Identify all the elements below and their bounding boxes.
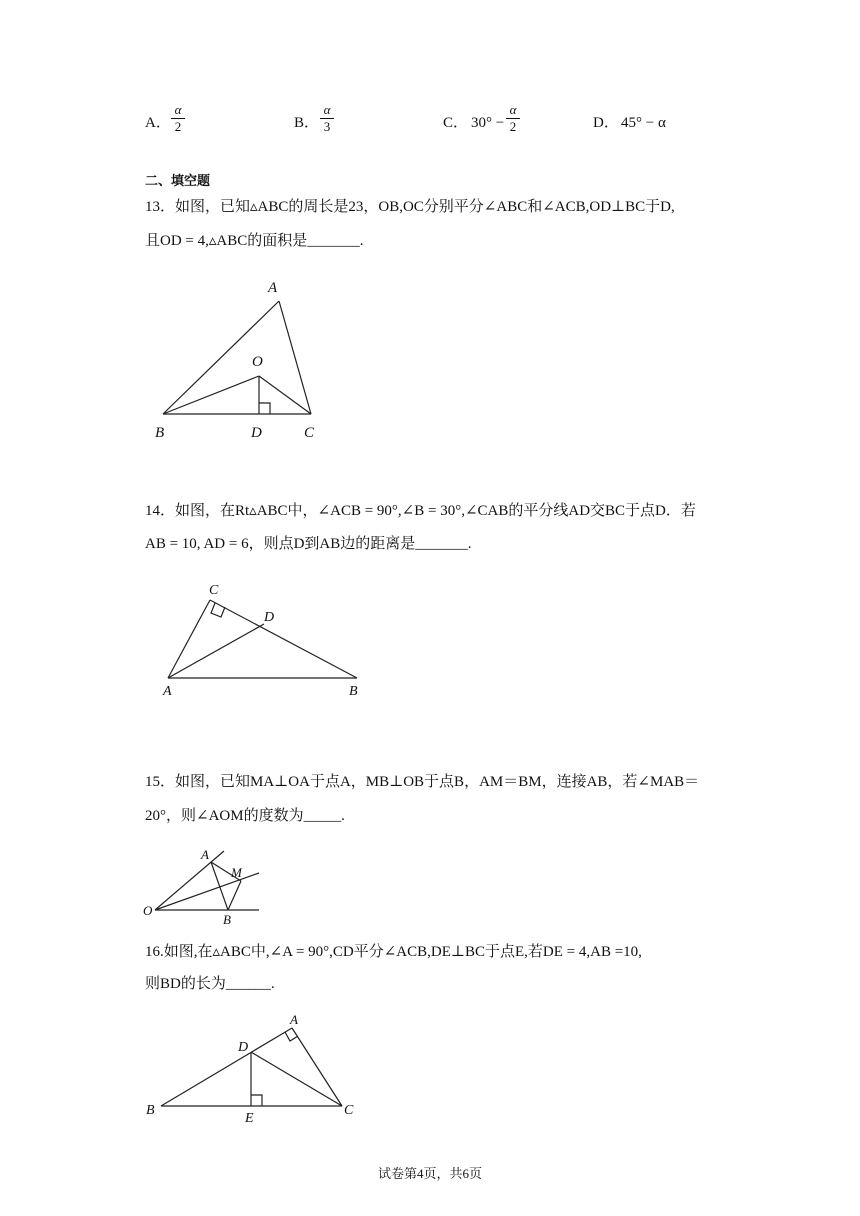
q16-label-a: A [290,1012,298,1027]
q16-right-angle-mark [251,1095,262,1106]
q14-line1: 14．如图，在Rt▵ABC中，∠ACB = 90°,∠B = 30°,∠CAB的平分线AD交BC于点D．若 [145,503,696,519]
q16-line1: 16.如图,在▵ABC中,∠A = 90°,CD平分∠ACB,DE⊥BC于点E,若DE = 4,AB =10, [145,944,642,960]
q13-label-d: D [251,425,262,441]
option-c-letter: C． [443,115,469,131]
q14-side-cb [210,600,357,678]
option-d-letter: D． [593,115,619,131]
q13-label-o: O [252,354,263,370]
q16-label-e: E [245,1111,254,1126]
q16-line2: 则BD的长为______. [145,976,275,992]
page-footer: 试卷第4页，共6页 [377,1166,482,1181]
q15-label-a: A [201,847,209,862]
q14-label-a: A [163,684,172,699]
q14-line2: AB = 10, AD = 6，则点D到AB边的距离是_______. [145,536,472,552]
q16-side-ba [161,1028,292,1106]
q14-label-b: B [349,684,358,699]
q15-segment-mb [228,881,241,910]
q15-label-o: O [143,903,153,918]
option-b-letter: B． [294,115,320,131]
option-d-text: 45° − α [621,115,666,131]
option-c-denominator: 2 [509,119,517,134]
q13-label-a: A [268,280,278,296]
option-c-numerator: α [509,102,517,117]
q14-label-d: D [264,610,275,625]
q13-line2: 且OD = 4,▵ABC的面积是_______. [145,233,364,249]
q13-label-b: B [155,425,165,441]
option-b-denominator: 3 [323,119,331,134]
option-c-prefix: 30° − [471,115,505,131]
q15-segment-ab [211,862,228,910]
q13-segment-bo [163,376,259,414]
q16-label-d: D [238,1040,249,1055]
q15-label-m: M [231,865,242,880]
q16-label-c: C [344,1103,354,1118]
q16-label-b: B [146,1103,155,1118]
q15-label-b: B [223,912,231,927]
q15-ray-om [155,873,259,910]
q16-segment-dc [251,1052,342,1106]
q15-ray-oa [155,851,224,910]
q13-side-ac [279,301,311,414]
q15-line1: 15．如图，已知MA⊥OA于点A，MB⊥OB于点B，AM＝BM，连接AB，若∠MAB＝ [145,774,700,790]
q15-line2: 20°，则∠AOM的度数为_____. [145,808,345,824]
q14-label-c: C [209,583,219,598]
option-a-denominator: 2 [174,119,182,134]
q13-right-angle-mark [259,403,270,414]
q16-side-ac [292,1028,342,1106]
q14-right-angle-mark [211,603,225,617]
q13-line1: 13．如图，已知▵ABC的周长是23，OB,OC分别平分∠ABC和∠ACB,OD⊥BC于D, [145,199,675,215]
section-heading: 二、填空题 [145,174,211,189]
option-a-numerator: α [174,102,182,117]
q13-segment-oc [259,376,311,414]
option-b-numerator: α [323,102,331,117]
option-a-letter: A． [145,115,171,131]
q13-label-c: C [304,425,315,441]
